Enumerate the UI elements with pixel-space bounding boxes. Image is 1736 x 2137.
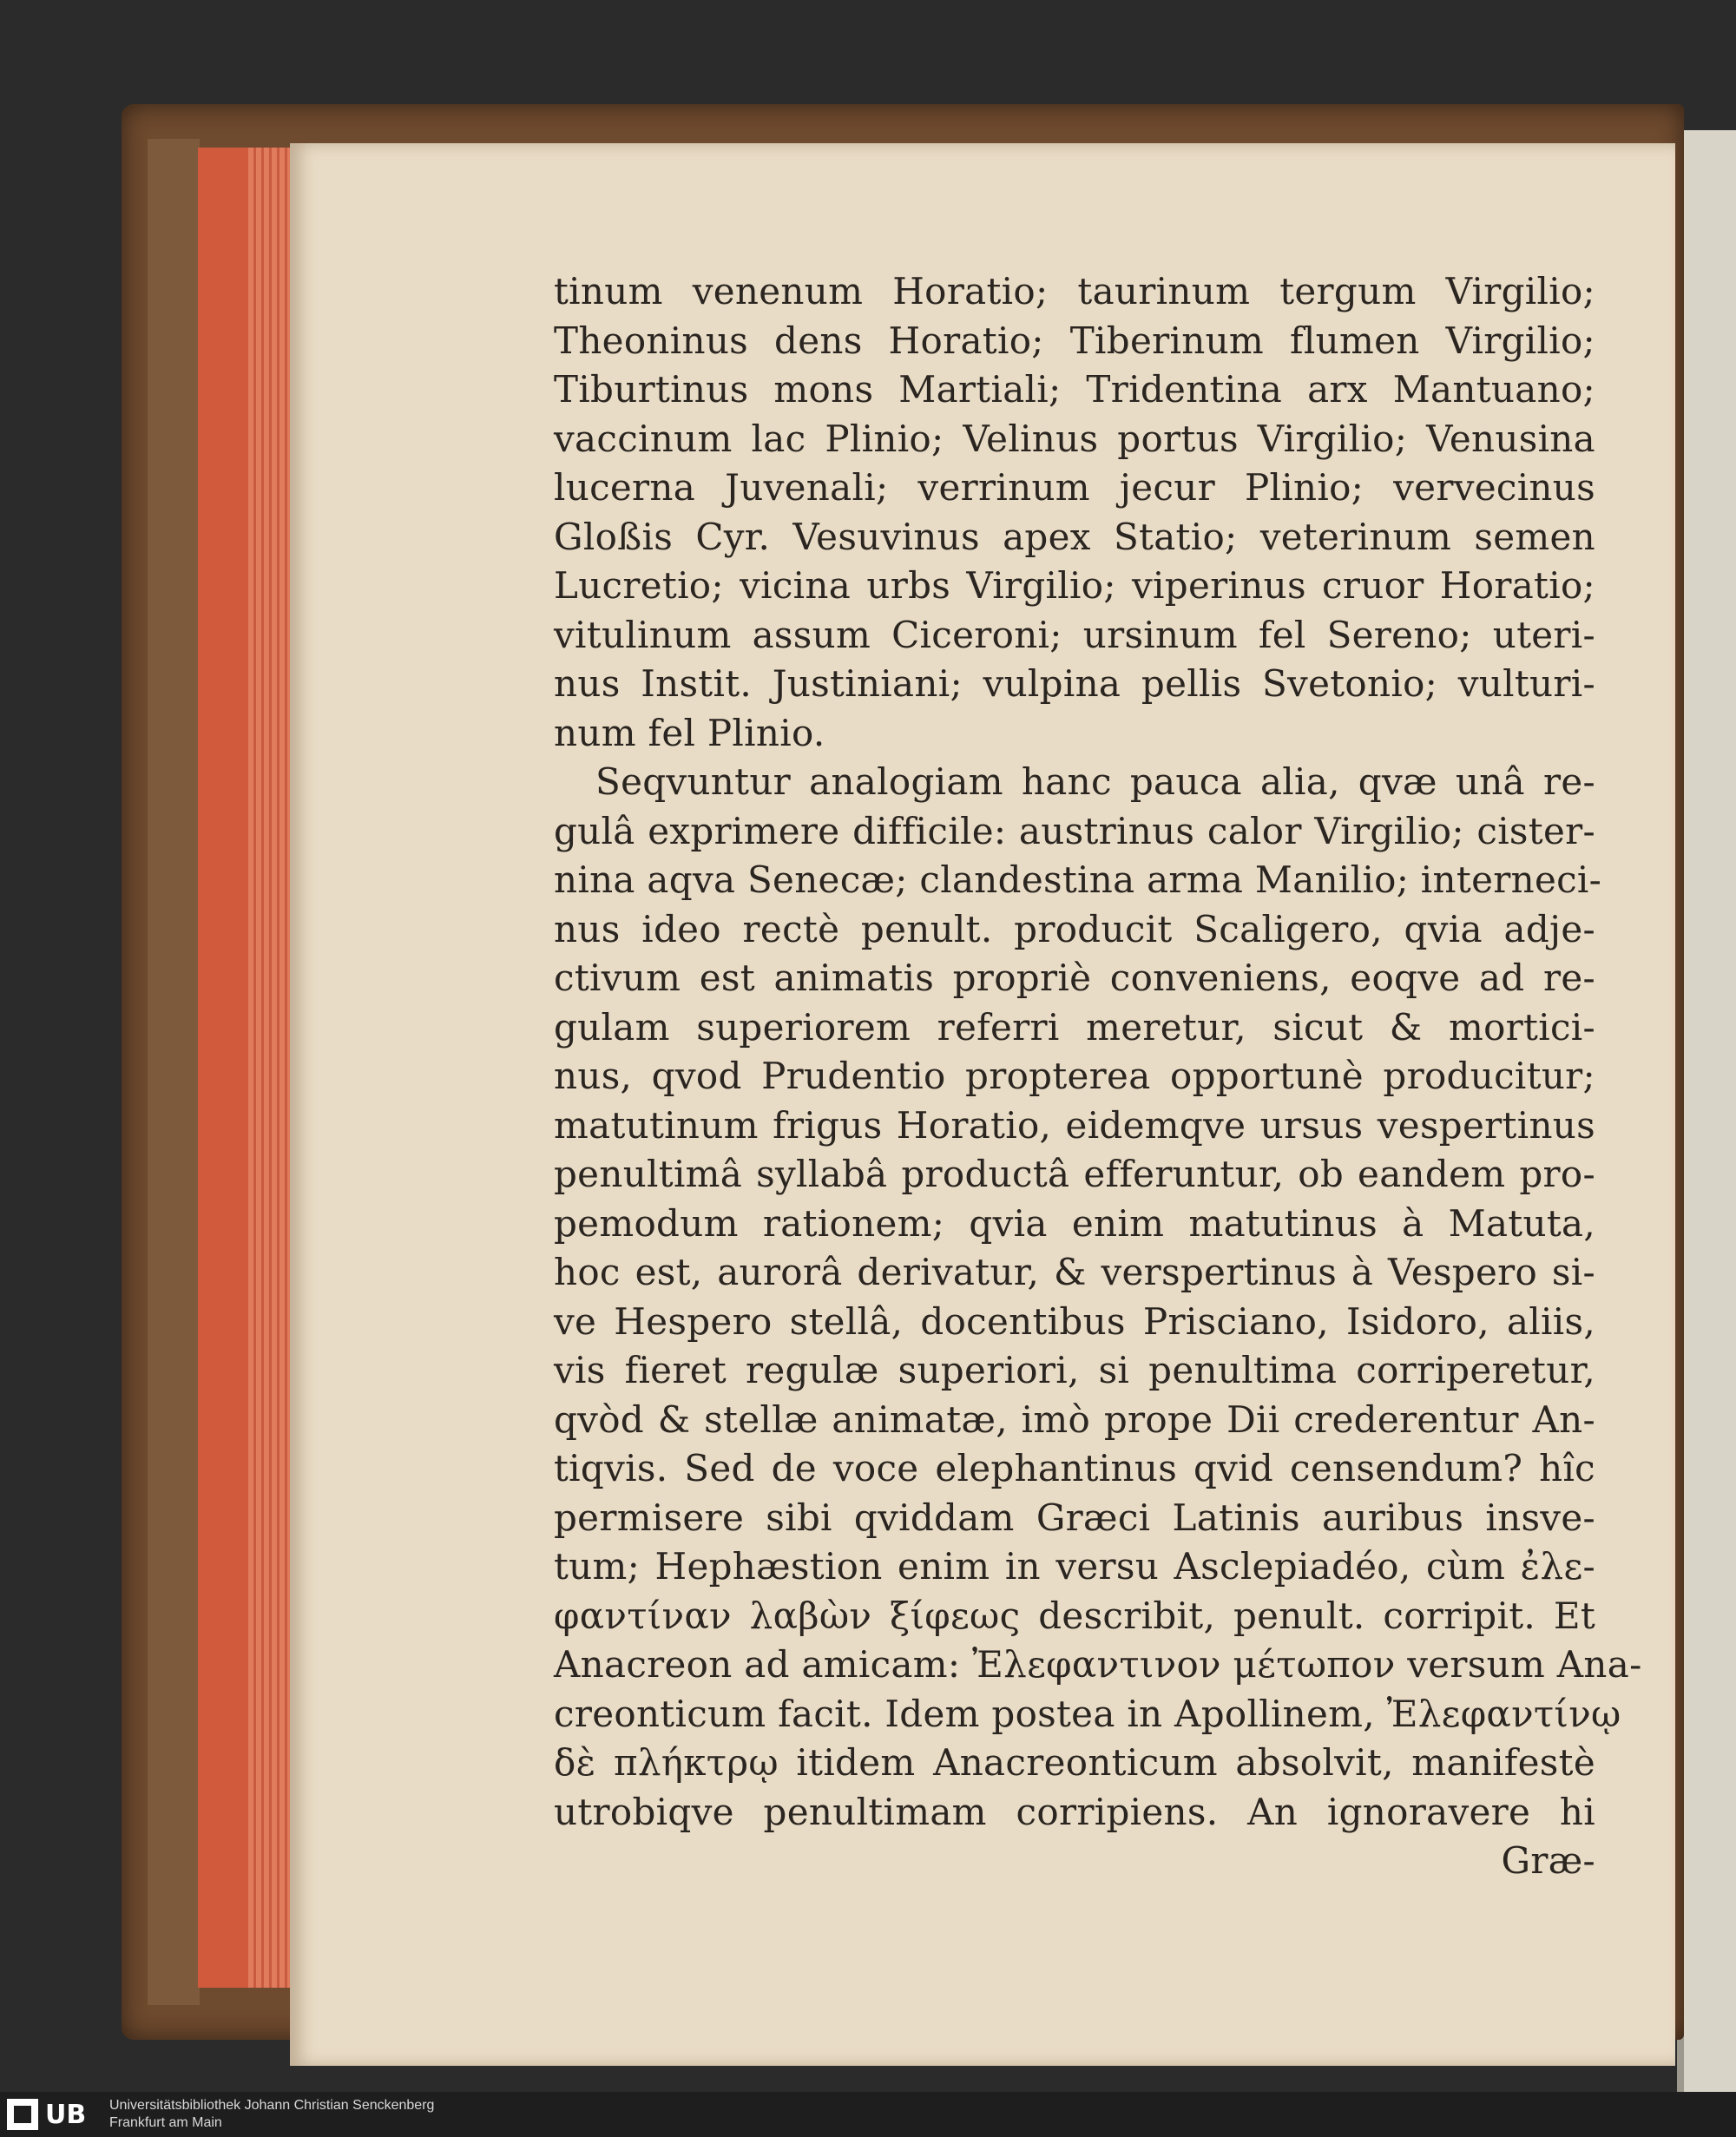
red-page-edge — [198, 148, 248, 1988]
text-line: Gloßis Cyr. Vesuvinus apex Statio; veterinum semen — [554, 515, 1595, 558]
text-line: Tiburtinus mons Martiali; Tridentina arx Mantuano; — [554, 368, 1595, 411]
text-line: permisere sibi qviddam Græci Latinis auribus insve- — [554, 1496, 1595, 1539]
footer-credit — [109, 2097, 434, 2132]
catchword: Græ- — [1501, 1839, 1595, 1882]
text-line: vaccinum lac Plinio; Velinus portus Virgilio; Venusina — [554, 417, 1595, 460]
text-line: nus, qvod Prudentio propterea opportunè producitur; — [554, 1055, 1595, 1097]
text-line: Lucretio; vicina urbs Virgilio; viperinus cruor Horatio; — [554, 564, 1595, 607]
red-page-edge-leaves — [248, 148, 290, 1988]
text-line: gulam superiorem referri meretur, sicut & mortici- — [554, 1005, 1595, 1049]
footer-bar — [0, 2092, 1736, 2137]
text-line: nina aqva Senecæ; clandestina arma Manilio; interneci- — [554, 858, 1602, 901]
adjacent-page — [1682, 130, 1736, 2092]
text-line: Theoninus dens Horatio; Tiberinum flumen Virgilio; — [554, 319, 1595, 362]
text-line: δὲ πλήκτρῳ itidem Anacreonticum absolvit, manifestè — [554, 1741, 1595, 1784]
institution-location: Frankfurt am Main — [109, 2115, 222, 2130]
text-line: tum; Hephæstion enim in versu Asclepiadéo, cùm ἐλε- — [554, 1545, 1595, 1588]
text-line: num fel Plinio. — [554, 711, 825, 754]
text-line: utrobiqve penultimam corripiens. An ignoravere hi — [554, 1790, 1595, 1833]
ub-logo-text: UB — [45, 2099, 87, 2130]
text-line: Seqvuntur analogiam hanc pauca alia, qvæ unâ re- — [595, 760, 1595, 803]
ub-logo — [7, 2099, 86, 2130]
text-line: ctivum est animatis propriè conveniens, eoqve ad re- — [554, 957, 1595, 999]
text-line: hoc est, aurorâ derivatur, & verspertinus à Vespero si- — [554, 1251, 1595, 1293]
institution-name: Universitätsbibliothek Johann Christian Senckenberg — [109, 2098, 435, 2113]
text-line: Anacreon ad amicam: Ἐλεφαντινον μέτωπον versum Ana- — [554, 1643, 1642, 1686]
text-line: vis fieret regulæ superiori, si penultima corriperetur, — [554, 1349, 1595, 1391]
page-text — [554, 267, 1642, 1886]
text-line: nus ideo rectè penult. producit Scaligero, qvia adje- — [554, 907, 1595, 950]
text-line: lucerna Juvenali; verrinum jecur Plinio; vervecinus — [554, 466, 1595, 509]
cover-spine-edge — [148, 139, 200, 2005]
text-line: qvòd & stellæ animatæ, imò prope Dii crederentur An- — [554, 1397, 1595, 1441]
text-line: tinum venenum Horatio; taurinum tergum Virgilio; — [554, 270, 1595, 312]
text-line: creonticum facit. Idem postea in Apollinem, Ἐλεφαντίνῳ — [554, 1692, 1621, 1735]
text-line: nus Instit. Justiniani; vulpina pellis Svetonio; vulturi- — [554, 662, 1595, 705]
text-line: gulâ exprimere difficile: austrinus calor Virgilio; cister- — [554, 809, 1595, 852]
text-line: ve Hespero stellâ, docentibus Prisciano, Isidoro, aliis, — [554, 1299, 1595, 1343]
text-line: tiqvis. Sed de voce elephantinus qvid censendum? hîc — [554, 1447, 1595, 1489]
text-line: φαντίναν λαβὼν ξίφεως describit, penult. corripit. Et — [554, 1594, 1595, 1637]
text-line: pemodum rationem; qvia enim matutinus à Matuta, — [554, 1201, 1595, 1245]
text-line: penultimâ syllabâ productâ efferuntur, ob eandem pro- — [554, 1153, 1595, 1195]
text-line: matutinum frigus Horatio, eidemqve ursus vespertinus — [554, 1103, 1595, 1147]
ub-logo-icon — [7, 2099, 38, 2130]
text-line: vitulinum assum Ciceroni; ursinum fel Sereno; uteri- — [554, 613, 1595, 656]
